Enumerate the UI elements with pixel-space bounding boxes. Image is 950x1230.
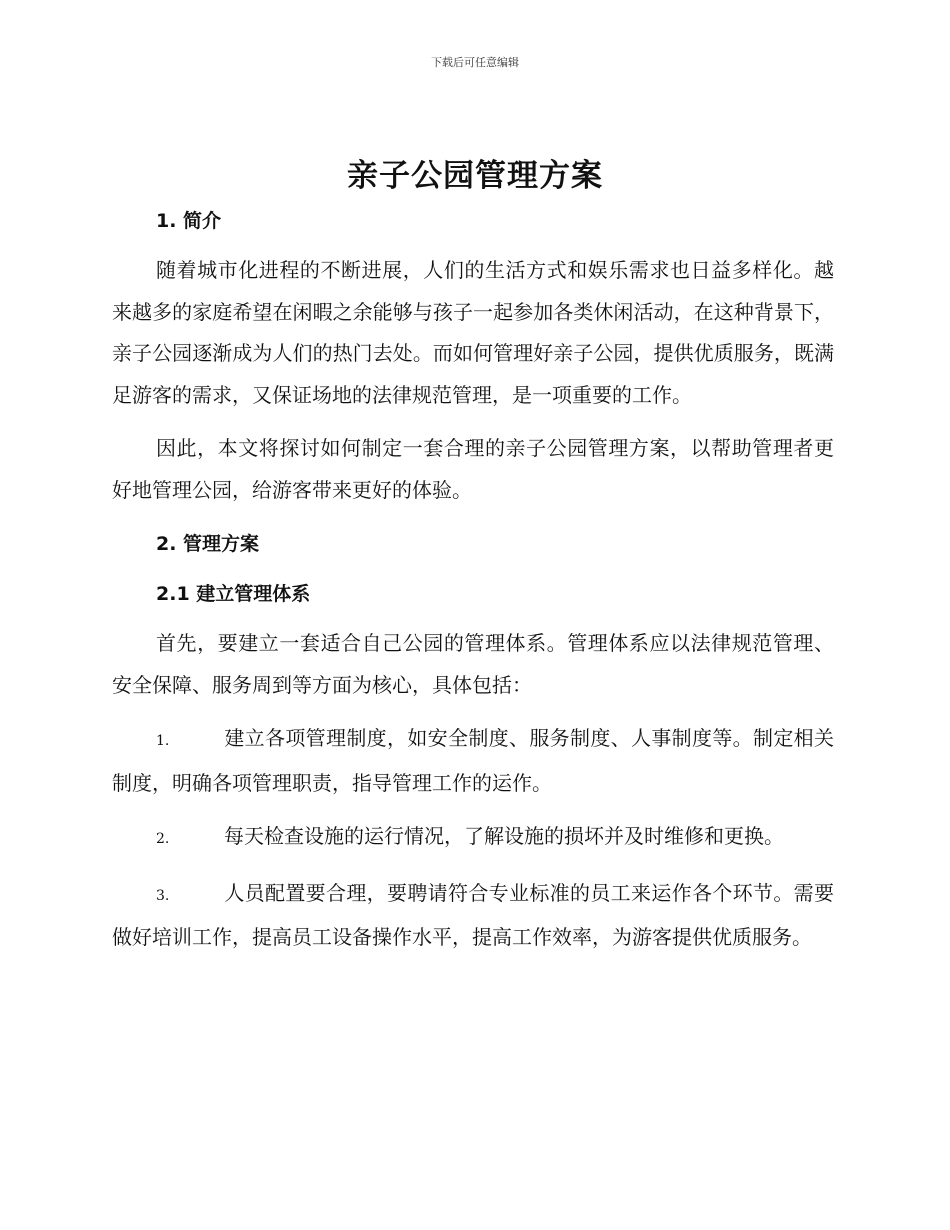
section-heading-plan: 2. 管理方案 [156, 533, 260, 555]
system-paragraph: 首先，要建立一套适合自己公园的管理体系。管理体系应以法律规范管理、安全保障、服务周到等方面为核心，具体包括： [112, 631, 834, 697]
intro-paragraph-2: 因此，本文将探讨如何制定一套合理的亲子公园管理方案，以帮助管理者更好地管理公园，给游客带来更好的体验。 [112, 436, 834, 502]
list-item-text: 每天检查设施的运行情况，了解设施的损坏并及时维修和更换。 [224, 824, 784, 848]
list-item [112, 873, 834, 959]
document-body [112, 200, 834, 971]
list-item [112, 718, 834, 804]
list-item-number: 1. [156, 733, 170, 749]
list-item-text: 人员配置要合理，要聘请符合专业标准的员工来运作各个环节。需要做好培训工作，提高员工设备操作水平，提高工作效率，为游客提供优质服务。 [112, 880, 834, 949]
list-item-number: 2. [156, 831, 170, 847]
subsection-heading-system: 2.1 建立管理体系 [156, 583, 311, 605]
intro-paragraph-1: 随着城市化进程的不断进展，人们的生活方式和娱乐需求也日益多样化。越来越多的家庭希望在闲暇之余能够与孩子一起参加各类休闲活动，在这种背景下，亲子公园逐渐成为人们的热门去处。而如何管理好亲子公园，提供优质服务，既满足游客的需求，又保证场地的法律规范管理，是一项重要的工作。 [112, 258, 834, 407]
list-item-text: 建立各项管理制度，如安全制度、服务制度、人事制度等。制定相关制度，明确各项管理职责，指导管理工作的运作。 [112, 726, 834, 795]
section-heading-intro: 1. 简介 [156, 210, 222, 232]
list-item [112, 816, 834, 861]
page-header-note: 下载后可任意编辑 [431, 56, 519, 69]
list-item-number: 3. [156, 887, 170, 904]
document-title: 亲子公园管理方案 [347, 158, 603, 194]
